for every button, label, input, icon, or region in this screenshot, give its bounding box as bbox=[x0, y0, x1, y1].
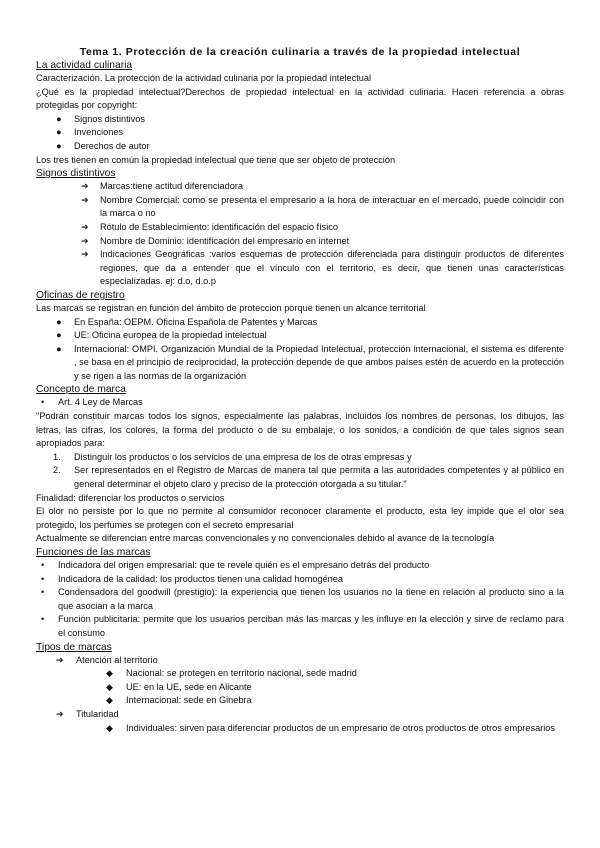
list-item: ◆ UE: en la UE, sede en Alicante bbox=[36, 681, 564, 695]
list-item: ➔ Indicaciones Geográficas :varios esquemas de protección diferenciada para distinguir productos de diferentes regiones, que da a entender que el vínculo con el territorio, es decir, que tienen unas características especializadas. ej: d.o, d.o.p bbox=[81, 249, 564, 287]
list-item: ● Internacional: OMPI. Organización Mundial de la Propiedad Intelectual, protección internacional, el sistema es diferente , se basa en el principio de reciprocidad, la protección depende de que ambos países estén de acuerdo en la protección y se rigen a las normas de la organización bbox=[56, 343, 564, 381]
arrow-right-icon: ➔ bbox=[81, 221, 89, 232]
diamond-bullet-icon: ◆ bbox=[106, 722, 113, 733]
list-item: • Condensadora del goodwill (prestigio): la experiencia que tienen los usuarios no la tiene en relación al producto sino a la que asocian a la marca bbox=[41, 587, 564, 611]
arrow-right-icon: ➔ bbox=[81, 249, 89, 260]
list-item: ● Invenciones bbox=[36, 126, 564, 140]
list-item: ◆ Individuales: sirven para diferenciar productos de un empresario de otros productos de otros empresarios bbox=[36, 722, 564, 736]
small-bullet-icon: • bbox=[41, 587, 45, 598]
paragraph: ¿Qué es la propiedad intelectual?Derechos de propiedad intelectual en la actividad culinaria. Hacen referencia a obras protegidas por copyright: bbox=[36, 86, 564, 111]
paragraph: Actualmente se diferencian entre marcas convencionales y no convencionales debido al avance de la tecnología bbox=[36, 533, 495, 544]
diamond-bullet-icon: ◆ bbox=[106, 668, 113, 679]
paragraph: Los tres tienen en común la propiedad intelectual que tiene que ser objeto de protección bbox=[36, 154, 396, 165]
small-bullet-icon: • bbox=[41, 614, 45, 625]
numbered-list bbox=[36, 451, 564, 492]
bullet-dot-icon: ● bbox=[56, 316, 62, 327]
bullet-dot-icon: ● bbox=[56, 113, 62, 124]
list-item: ◆ Internacional: sede en Ginebra bbox=[36, 694, 564, 708]
section-heading-tipos-marcas: Tipos de marcas bbox=[36, 641, 112, 653]
list-item: ➔ Nombre de Dominio: identificación del empresario en internet bbox=[36, 235, 564, 249]
list-item: ● UE: Oficina europea de la propiedad intelectual bbox=[36, 329, 564, 343]
list-item: ● Derechos de autor bbox=[36, 140, 564, 154]
paragraph: Caracterización. La protección de la actividad culinaria por la propiedad intelectual bbox=[36, 73, 372, 83]
bullet-dot-icon: ● bbox=[56, 343, 62, 354]
arrow-right-icon: ➔ bbox=[81, 181, 89, 192]
list-item: • Función publicitaria: permite que los usuarios perciban más las marcas y les influye en la elección y sirve de reclamo para el consumo bbox=[41, 614, 564, 638]
number-marker: 2. bbox=[53, 465, 61, 476]
bullet-dot-icon: ● bbox=[56, 330, 62, 341]
list-item: • Art. 4 Ley de Marcas bbox=[36, 396, 564, 410]
diamond-bullet-icon: ◆ bbox=[106, 681, 113, 692]
paragraph: El olor no persiste por lo que no permite al consumidor reconocer claramente el producto, esta ley impide que el olor sea protegido, los perfumes se protegen con el secreto empresarial bbox=[36, 506, 564, 530]
list-item: ➔ Marcas:tiene actitud diferenciadora bbox=[36, 180, 564, 194]
paragraph: Las marcas se registran en función del ámbito de proteccion porque tienen un alcance territorial bbox=[36, 302, 426, 313]
bullet-dot-icon: ● bbox=[56, 127, 62, 138]
small-bullet-list bbox=[36, 396, 564, 410]
list-item: ➔ Titularidad bbox=[36, 708, 564, 722]
arrow-list bbox=[36, 708, 564, 722]
bullet-list bbox=[36, 113, 564, 154]
arrow-right-icon: ➔ bbox=[56, 708, 64, 719]
section-heading-actividad-culinaria: La actividad culinaria bbox=[36, 60, 133, 71]
small-bullet-icon: • bbox=[41, 560, 45, 570]
arrow-list bbox=[36, 654, 564, 668]
list-item: ● Signos distintivos bbox=[36, 113, 564, 127]
arrow-right-icon: ➔ bbox=[56, 654, 64, 665]
list-item: ◆ Nacional: se protegen en territorio nacional, sede madrid bbox=[36, 667, 564, 681]
arrow-list bbox=[36, 180, 564, 289]
small-bullet-list bbox=[36, 559, 564, 641]
section-heading-funciones-marcas: Funciones de las marcas bbox=[36, 547, 151, 558]
bullet-dot-icon: ● bbox=[56, 140, 62, 151]
section-heading-concepto-marca: Concepto de marca bbox=[36, 384, 126, 396]
list-item: • Indicadora de la calidad: los productos tienen una calidad homogénea bbox=[36, 573, 564, 587]
list-item: • Indicadora del origen empresarial: que te revele quién es el empresario detrás del producto bbox=[36, 559, 564, 573]
list-item: ➔ Atención al territorio bbox=[36, 654, 564, 668]
page-title: Tema 1. Protección de la creación culinaria a través de la propiedad intelectual bbox=[79, 46, 521, 58]
quote-paragraph: "Podrán constituir marcas todos los signos, especialmente las palabras, incluidos los nombres de personas, los dibujos, las letras, las cifras, los colores, la forma del producto o de su embalaje, o los sonidos, a condición de que tales signos sean apropiados para: bbox=[36, 411, 564, 449]
diamond-list bbox=[36, 667, 564, 708]
number-marker: 1. bbox=[53, 451, 61, 462]
section-heading-oficinas-registro: Oficinas de registro bbox=[36, 289, 125, 301]
small-bullet-icon: • bbox=[41, 397, 45, 408]
section-heading-signos-distintivos: Signos distintivos bbox=[36, 168, 116, 180]
diamond-bullet-icon: ◆ bbox=[106, 695, 113, 706]
arrow-right-icon: ➔ bbox=[81, 194, 89, 205]
list-item: ➔ Nombre Comercial: como se presenta el empresario a la hora de interactuar en el mercado, puede coincidir con la marca o no bbox=[81, 194, 564, 219]
list-item: ➔ Rótulo de Establecimiento: identificación del espacio físico bbox=[36, 221, 564, 235]
list-item: 1. Distinguir los productos o los servicios de una empresa de los de otras empresas y bbox=[36, 451, 564, 465]
small-bullet-icon: • bbox=[41, 573, 45, 584]
paragraph: Finalidad: diferenciar los productos o servicios bbox=[36, 492, 225, 503]
arrow-right-icon: ➔ bbox=[81, 235, 89, 246]
bullet-list bbox=[36, 316, 564, 384]
list-item: ● En España: OEPM. Oficina Española de Patentes y Marcas bbox=[36, 316, 564, 330]
diamond-list bbox=[36, 722, 564, 736]
list-item: 2. Ser representados en el Registro de Marcas de manera tal que permita a las autoridades competentes y al público en general determinar el objeto claro y preciso de la protección otorgada a su titular." bbox=[53, 465, 564, 490]
